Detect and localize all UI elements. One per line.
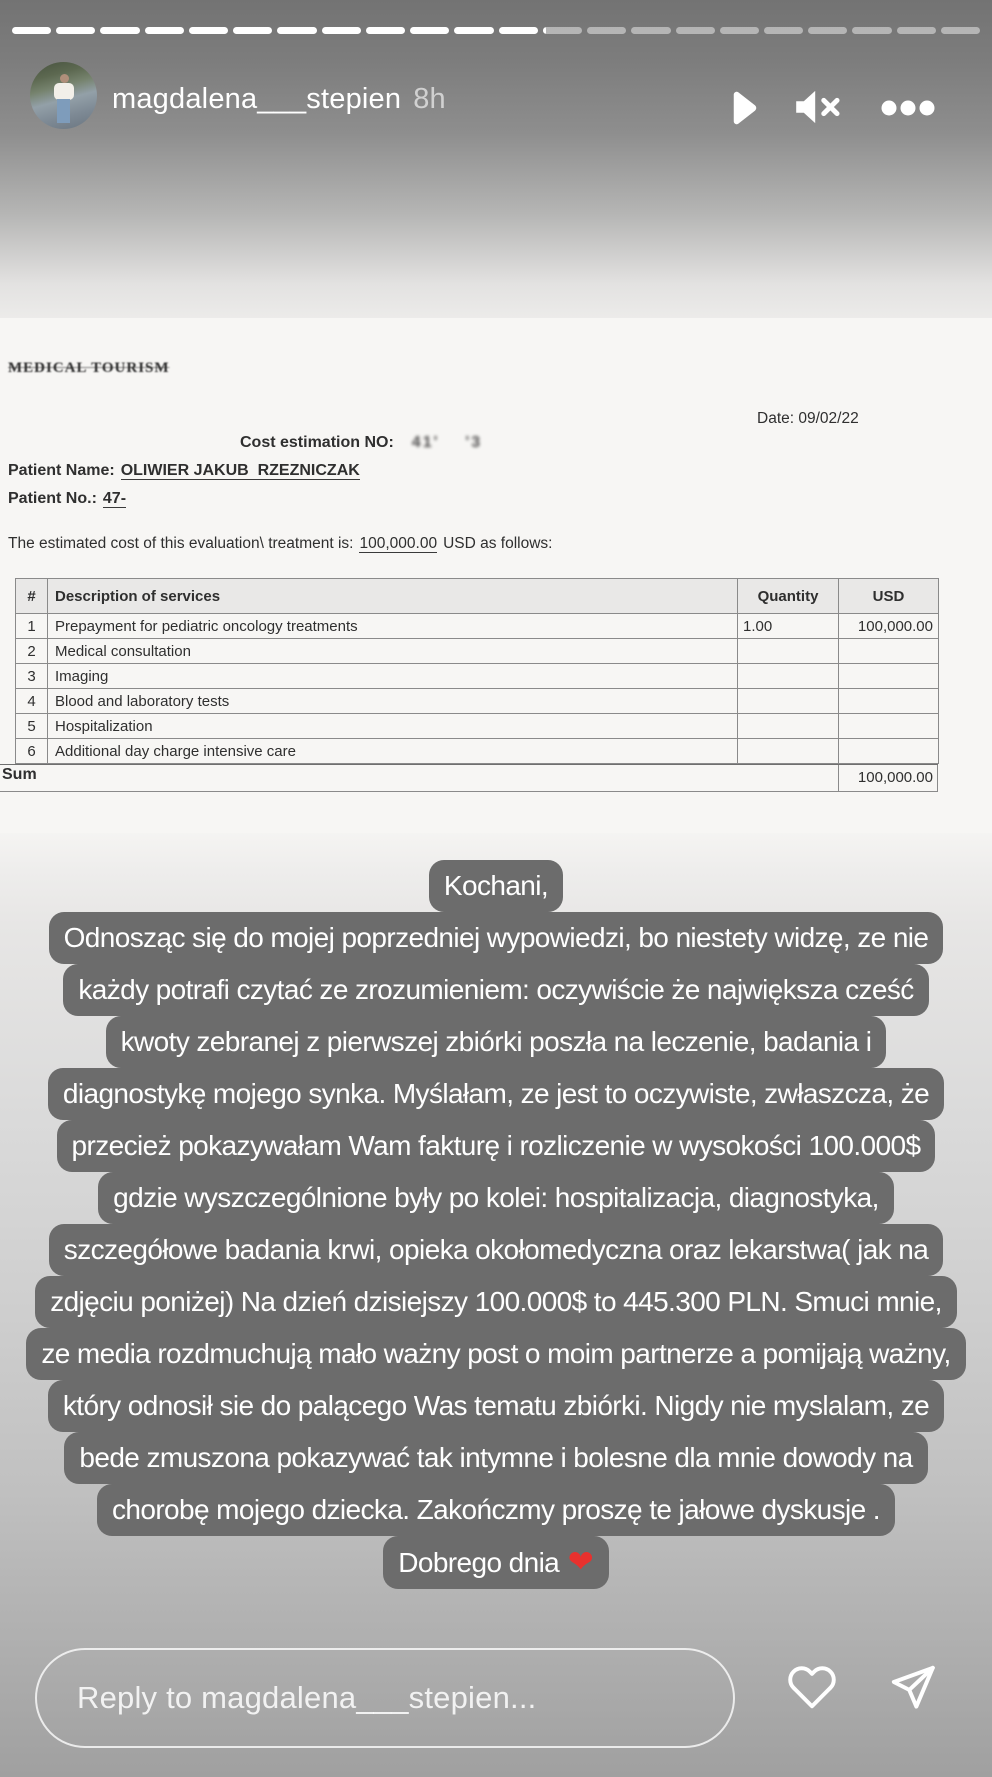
progress-segment xyxy=(12,27,51,34)
avatar[interactable] xyxy=(30,62,97,129)
table-cell: Prepayment for pediatric oncology treatments xyxy=(48,614,738,639)
patient-no-line: Patient No.: 47- xyxy=(8,490,127,507)
caption-text: kwoty zebranej z pierwszej zbiórki poszła na leczenie, badania i xyxy=(106,1016,887,1068)
caption-line xyxy=(0,964,992,1016)
table-cell: Medical consultation xyxy=(48,639,738,664)
progress-segment xyxy=(764,27,803,34)
caption-text: każdy potrafi czytać ze zrozumieniem: oczywiście że największa cześć xyxy=(63,964,928,1016)
table-cell: 1 xyxy=(16,614,48,639)
progress-segment xyxy=(366,27,405,34)
progress-segment xyxy=(56,27,95,34)
cost-table-body xyxy=(16,614,939,764)
caption-line xyxy=(0,1432,992,1484)
table-cell xyxy=(839,714,939,739)
reply-placeholder: Reply to magdalena___stepien... xyxy=(77,1680,537,1715)
sum-value: 100,000.00 xyxy=(838,765,938,791)
document-letterhead: MEDICAL TOURISM xyxy=(8,360,170,376)
table-cell: Additional day charge intensive care xyxy=(48,739,738,764)
progress-segment xyxy=(277,27,316,34)
table-header-row xyxy=(16,579,939,614)
caption-text: gdzie wyszczególnione były po kolei: hospitalizacja, diagnostyka, xyxy=(98,1172,894,1224)
caption-line xyxy=(0,1380,992,1432)
avatar-photo-head xyxy=(60,74,69,83)
table-cell: 1.00 xyxy=(738,614,839,639)
table-cell: 4 xyxy=(16,689,48,714)
progress-segment xyxy=(808,27,847,34)
caption-text: zdjęciu poniżej) Na dzień dzisiejszy 100.000$ to 445.300 PLN. Smuci mnie, xyxy=(35,1276,957,1328)
col-header-usd: USD xyxy=(839,579,939,614)
table-cell xyxy=(738,664,839,689)
caption-text: chorobę mojego dziecka. Zakończmy proszę te jałowe dyskusje . xyxy=(97,1484,895,1536)
progress-segment xyxy=(720,27,759,34)
caption-line xyxy=(0,1120,992,1172)
cost-table xyxy=(15,578,939,764)
avatar-photo-jeans xyxy=(57,99,70,123)
caption-line xyxy=(0,1328,992,1380)
table-cell xyxy=(738,739,839,764)
table-cell: 2 xyxy=(16,639,48,664)
caption-text: przecież pokazywałam Wam fakturę i rozliczenie w wysokości 100.000$ xyxy=(57,1120,936,1172)
caption-text: który odnosił sie do palącego Was tematu zbiórki. Nigdy nie myslalam, ze xyxy=(48,1380,944,1432)
sum-row xyxy=(0,764,938,792)
caption-line xyxy=(0,1068,992,1120)
sum-label: Sum xyxy=(2,766,37,783)
caption-intro-line xyxy=(429,860,563,912)
table-cell: 5 xyxy=(16,714,48,739)
play-icon[interactable] xyxy=(724,88,760,128)
story-caption xyxy=(0,860,992,1588)
red-heart-emoji: ❤ xyxy=(559,1544,594,1579)
progress-segment xyxy=(189,27,228,34)
username[interactable]: magdalena___stepien xyxy=(112,83,402,115)
table-row xyxy=(16,714,939,739)
invoice-document xyxy=(0,318,992,833)
caption-line xyxy=(0,1016,992,1068)
caption-text: bede zmuszona pokazywać tak intymne i bolesne dla mnie dowody na xyxy=(64,1432,927,1484)
progress-segment xyxy=(897,27,936,34)
caption-lines xyxy=(0,912,992,1588)
estimated-cost-line: The estimated cost of this evaluation\ treatment is: 100,000.00 USD as follows: xyxy=(8,535,553,552)
caption-intro: Kochani, xyxy=(429,860,563,912)
table-row xyxy=(16,739,939,764)
table-cell xyxy=(738,714,839,739)
table-row xyxy=(16,639,939,664)
table-cell: 3 xyxy=(16,664,48,689)
progress-segment xyxy=(499,27,538,34)
avatar-photo-body xyxy=(54,83,74,100)
table-row xyxy=(16,664,939,689)
caption-text: szczegółowe badania krwi, opieka okołomedyczna oraz lekarstwa( jak na xyxy=(49,1224,943,1276)
table-cell: 6 xyxy=(16,739,48,764)
reply-input[interactable] xyxy=(35,1648,735,1748)
progress-segment xyxy=(587,27,626,34)
progress-segment xyxy=(454,27,493,34)
redacted-number-fragment: '3 xyxy=(465,434,483,451)
progress-segment xyxy=(100,27,139,34)
progress-segment xyxy=(543,27,582,34)
caption-text: diagnostykę mojego synka. Myślałam, ze jest to oczywiste, zwłaszcza, że xyxy=(48,1068,944,1120)
progress-segment xyxy=(322,27,361,34)
progress-segment xyxy=(676,27,715,34)
story-timestamp: 8h xyxy=(413,83,446,115)
progress-segment xyxy=(941,27,980,34)
patient-name-value: OLIWIER JAKUB RZEZNICZAK xyxy=(120,462,360,479)
progress-segment xyxy=(145,27,184,34)
caption-line xyxy=(0,1484,992,1536)
heart-outline-icon[interactable] xyxy=(786,1662,838,1712)
progress-segment xyxy=(631,27,670,34)
progress-segment xyxy=(233,27,272,34)
table-cell: Imaging xyxy=(48,664,738,689)
table-cell xyxy=(738,639,839,664)
table-row xyxy=(16,614,939,639)
table-cell xyxy=(738,689,839,714)
table-cell: Hospitalization xyxy=(48,714,738,739)
direct-share-icon[interactable] xyxy=(888,1662,938,1712)
progress-segment xyxy=(852,27,891,34)
cost-estimation-line: Cost estimation NO: 41' '3 xyxy=(240,434,483,451)
col-header-description: Description of services xyxy=(48,579,738,614)
username-row xyxy=(112,79,446,119)
caption-line xyxy=(0,912,992,964)
table-cell: 100,000.00 xyxy=(839,614,939,639)
redacted-number-fragment: 41' xyxy=(411,434,440,451)
table-cell xyxy=(839,639,939,664)
col-header-quantity: Quantity xyxy=(738,579,839,614)
estimated-amount: 100,000.00 xyxy=(359,535,438,552)
muted-speaker-icon[interactable] xyxy=(794,88,844,126)
table-cell xyxy=(839,739,939,764)
document-date: Date: 09/02/22 xyxy=(757,410,859,427)
caption-text: ze media rozdmuchują mało ważny post o moim partnerze a pomijają ważny, xyxy=(26,1328,965,1380)
progress-bar xyxy=(12,27,980,34)
table-cell xyxy=(839,664,939,689)
caption-line xyxy=(0,1276,992,1328)
table-cell: Blood and laboratory tests xyxy=(48,689,738,714)
col-header-num: # xyxy=(16,579,48,614)
caption-text: Odnosząc się do mojej poprzedniej wypowiedzi, bo niestety widzę, ze nie xyxy=(49,912,944,964)
progress-segment xyxy=(410,27,449,34)
caption-text: Dobrego dnia ❤ xyxy=(383,1536,609,1589)
more-options-icon[interactable] xyxy=(880,99,936,117)
patient-name-line: Patient Name: OLIWIER JAKUB RZEZNICZAK xyxy=(8,462,360,479)
caption-line xyxy=(0,1224,992,1276)
patient-no-value: 47- xyxy=(102,490,127,507)
caption-line xyxy=(0,1536,992,1588)
caption-line xyxy=(0,1172,992,1224)
table-cell xyxy=(839,689,939,714)
table-row xyxy=(16,689,939,714)
